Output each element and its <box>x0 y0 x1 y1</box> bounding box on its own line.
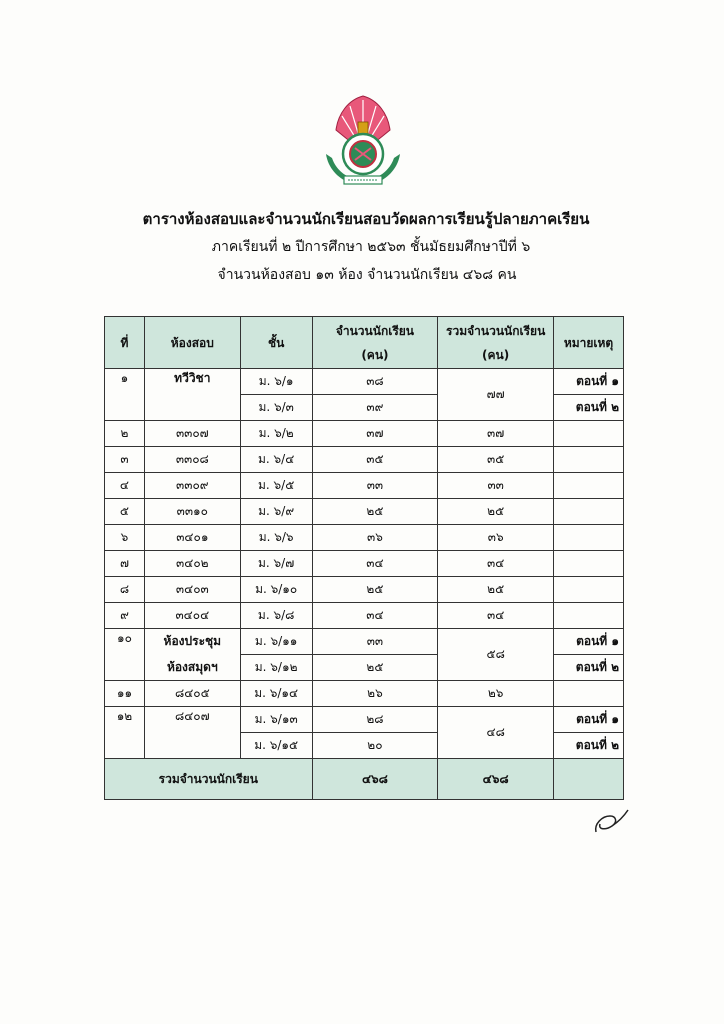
cell-room: ๓๓๑๐ <box>144 499 240 525</box>
cell-room: ห้องประชุม <box>144 629 240 655</box>
signature-icon <box>590 802 630 842</box>
cell-class: ม. ๖/๓ <box>240 395 312 421</box>
cell-room: ๓๔๐๔ <box>144 603 240 629</box>
cell-no: ๑๒ <box>105 707 145 759</box>
cell-students: ๒๐ <box>312 733 438 759</box>
table-row <box>105 629 624 655</box>
cell-no: ๒ <box>105 421 145 447</box>
cell-remark <box>554 473 624 499</box>
cell-no: ๖ <box>105 525 145 551</box>
table-row <box>105 447 624 473</box>
cell-students: ๓๙ <box>312 395 438 421</box>
header-total: รวมจำนวนนักเรียน (คน) <box>438 317 554 369</box>
table-row <box>105 421 624 447</box>
cell-class: ม. ๖/๑๓ <box>240 707 312 733</box>
document-titles <box>0 205 724 289</box>
cell-class: ม. ๖/๑๒ <box>240 655 312 681</box>
cell-students: ๓๕ <box>312 447 438 473</box>
cell-students: ๓๖ <box>312 525 438 551</box>
cell-no: ๗ <box>105 551 145 577</box>
table-row <box>105 707 624 733</box>
cell-students: ๓๓ <box>312 473 438 499</box>
cell-total: ๒๕ <box>438 499 554 525</box>
cell-remark <box>554 499 624 525</box>
table-row <box>105 369 624 395</box>
cell-total: ๓๓ <box>438 473 554 499</box>
cell-remark: ตอนที่ ๒ <box>554 733 624 759</box>
cell-students: ๓๘ <box>312 369 438 395</box>
cell-room: ทวีวิชา <box>144 369 240 421</box>
document-summary: จำนวนห้องสอบ ๑๓ ห้อง จำนวนนักเรียน ๔๖๘ คน <box>217 267 517 283</box>
cell-no: ๘ <box>105 577 145 603</box>
header-remark: หมายเหตุ <box>554 317 624 369</box>
cell-total: ๕๘ <box>438 629 554 681</box>
table-row <box>105 603 624 629</box>
table-row <box>105 525 624 551</box>
cell-no: ๓ <box>105 447 145 473</box>
cell-remark: ตอนที่ ๒ <box>554 655 624 681</box>
cell-class: ม. ๖/๑๕ <box>240 733 312 759</box>
cell-no: ๑ <box>105 369 145 421</box>
cell-class: ม. ๖/๕ <box>240 473 312 499</box>
cell-no: ๔ <box>105 473 145 499</box>
cell-room: ๘๔๐๕ <box>144 681 240 707</box>
cell-total: ๓๗ <box>438 421 554 447</box>
cell-class: ม. ๖/๑ <box>240 369 312 395</box>
table-row <box>105 551 624 577</box>
cell-students: ๒๕ <box>312 577 438 603</box>
cell-class: ม. ๖/๗ <box>240 551 312 577</box>
header-class: ชั้น <box>240 317 312 369</box>
cell-students: ๓๓ <box>312 629 438 655</box>
document-title: ตารางห้องสอบและจำนวนนักเรียนสอบวัดผลการเรียนรู้ปลายภาคเรียน <box>142 210 590 228</box>
cell-class: ม. ๖/๔ <box>240 447 312 473</box>
cell-class: ม. ๖/๖ <box>240 525 312 551</box>
cell-class: ม. ๖/๘ <box>240 603 312 629</box>
cell-total: ๗๗ <box>438 369 554 421</box>
header-room: ห้องสอบ <box>144 317 240 369</box>
cell-room: ๘๔๐๗ <box>144 707 240 759</box>
cell-no: ๑๐ <box>105 629 145 681</box>
cell-remark: ตอนที่ ๑ <box>554 629 624 655</box>
table-row <box>105 499 624 525</box>
table-row <box>105 473 624 499</box>
cell-room: ห้องสมุดฯ <box>144 655 240 681</box>
table-footer-row <box>105 759 624 800</box>
school-emblem-icon <box>318 92 408 192</box>
footer-students: ๔๖๘ <box>312 759 438 800</box>
cell-remark <box>554 525 624 551</box>
cell-class: ม. ๖/๑๔ <box>240 681 312 707</box>
cell-remark: ตอนที่ ๑ <box>554 369 624 395</box>
cell-remark: ตอนที่ ๒ <box>554 395 624 421</box>
cell-remark: ตอนที่ ๑ <box>554 707 624 733</box>
cell-total: ๒๕ <box>438 577 554 603</box>
cell-students: ๓๔ <box>312 603 438 629</box>
exam-room-table <box>104 316 624 800</box>
cell-students: ๓๔ <box>312 551 438 577</box>
cell-class: ม. ๖/๑๐ <box>240 577 312 603</box>
cell-students: ๒๘ <box>312 707 438 733</box>
cell-room: ๓๓๐๘ <box>144 447 240 473</box>
cell-room: ๓๔๐๒ <box>144 551 240 577</box>
cell-room: ๓๓๐๙ <box>144 473 240 499</box>
cell-remark <box>554 421 624 447</box>
cell-total: ๓๖ <box>438 525 554 551</box>
cell-remark <box>554 447 624 473</box>
cell-total: ๓๔ <box>438 551 554 577</box>
table-row <box>105 577 624 603</box>
cell-class: ม. ๖/๒ <box>240 421 312 447</box>
cell-students: ๒๕ <box>312 655 438 681</box>
cell-total: ๓๕ <box>438 447 554 473</box>
cell-students: ๒๖ <box>312 681 438 707</box>
cell-remark <box>554 577 624 603</box>
cell-total: ๓๔ <box>438 603 554 629</box>
cell-students: ๒๕ <box>312 499 438 525</box>
cell-total: ๔๘ <box>438 707 554 759</box>
cell-room: ๓๔๐๓ <box>144 577 240 603</box>
header-no: ที่ <box>105 317 145 369</box>
header-students: จำนวนนักเรียน (คน) <box>312 317 438 369</box>
cell-remark <box>554 681 624 707</box>
footer-remark <box>554 759 624 800</box>
cell-class: ม. ๖/๑๑ <box>240 629 312 655</box>
cell-students: ๓๗ <box>312 421 438 447</box>
cell-total: ๒๖ <box>438 681 554 707</box>
footer-total: ๔๖๘ <box>438 759 554 800</box>
cell-no: ๕ <box>105 499 145 525</box>
document-subtitle: ภาคเรียนที่ ๒ ปีการศึกษา ๒๕๖๓ ชั้นมัธยมศึกษาปีที่ ๖ <box>211 239 531 255</box>
cell-remark <box>554 551 624 577</box>
cell-room: ๓๓๐๗ <box>144 421 240 447</box>
cell-remark <box>554 603 624 629</box>
cell-no: ๑๑ <box>105 681 145 707</box>
cell-class: ม. ๖/๙ <box>240 499 312 525</box>
table-row <box>105 681 624 707</box>
cell-room: ๓๔๐๑ <box>144 525 240 551</box>
cell-no: ๙ <box>105 603 145 629</box>
footer-label: รวมจำนวนนักเรียน <box>105 759 313 800</box>
